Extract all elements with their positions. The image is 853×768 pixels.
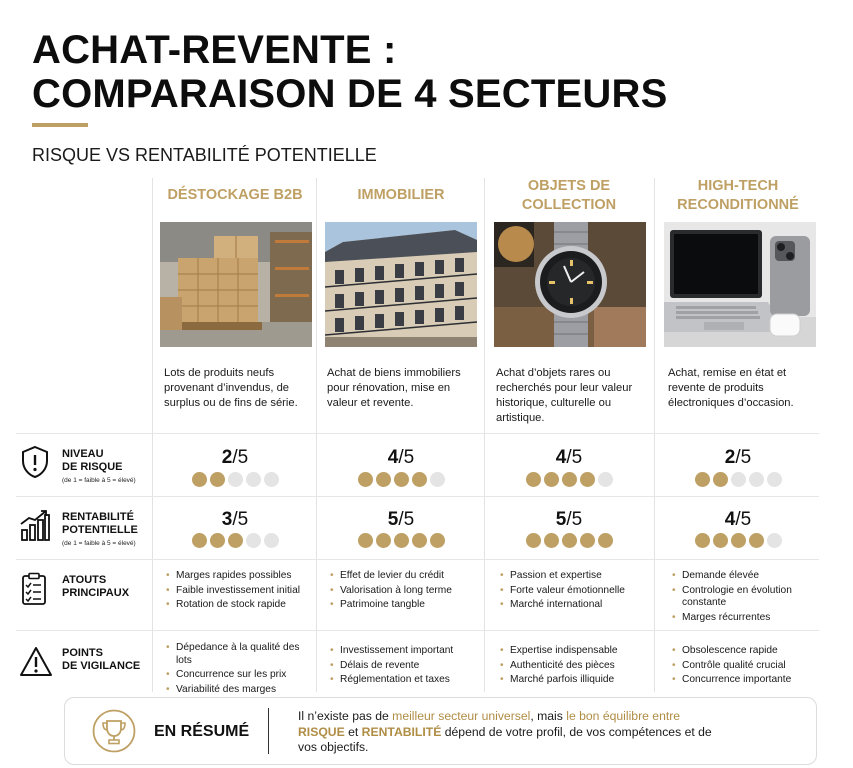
rating-dot-filled: [580, 533, 595, 548]
rating-dot-filled: [580, 472, 595, 487]
row-label-line: POTENTIELLE: [62, 524, 138, 536]
rating-dot-filled: [544, 533, 559, 548]
summary-text-part: Il n’existe pas de: [298, 709, 393, 723]
score-value: 4: [555, 447, 567, 468]
row-label-line: NIVEAU: [62, 448, 104, 460]
rating-dot-empty: [767, 472, 782, 487]
assets-list: [670, 570, 816, 626]
list-item: • Investissement important: [328, 645, 478, 658]
rating-dot-empty: [246, 533, 261, 548]
list-item: • Rotation de stock rapide: [164, 599, 314, 612]
page-title-line1: ACHAT-REVENTE :: [32, 28, 397, 72]
rating-dot-filled: [713, 533, 728, 548]
assets-list: [328, 570, 478, 614]
profit-score: [486, 509, 652, 531]
title-accent-bar: [32, 123, 88, 127]
list-item: • Contrôle qualité crucial: [670, 660, 816, 673]
score-max: /5: [398, 447, 415, 468]
haussmann-building-image: [325, 222, 477, 347]
list-item: • Patrimoine tangble: [328, 599, 478, 612]
score-max: /5: [735, 447, 752, 468]
summary-text-part: dépend de votre profil, de vos compétences et de vos objectifs.: [298, 724, 712, 754]
score-value: 2: [221, 447, 233, 468]
list-item: • Concurrence importante: [670, 674, 816, 687]
sector-description: Achat d’objets rares ou recherchés pour leur valeur historique, culturelle ou artistique.: [496, 367, 633, 424]
row-label-line: PRINCIPAUX: [62, 587, 130, 599]
row-scale-note: (de 1 = faible à 5 = élevé): [62, 540, 136, 547]
rating-dot-empty: [767, 533, 782, 548]
profit-score: [152, 509, 318, 531]
trophy-icon: [92, 709, 136, 753]
list-item: • Réglementation et taxes: [328, 674, 478, 687]
rating-dot-filled: [358, 472, 373, 487]
list-item: • Marché international: [498, 599, 648, 612]
list-item: • Effet de levier du crédit: [328, 570, 478, 583]
list-item: • Marché parfois illiquide: [498, 674, 648, 687]
list-item: • Contrologie en évolution constante: [670, 585, 816, 610]
shield-alert-icon: [20, 445, 50, 479]
column-divider: [316, 178, 317, 692]
rating-dot-empty: [228, 472, 243, 487]
score-max: /5: [232, 509, 249, 530]
column-divider: [654, 178, 655, 692]
risk-rating-dots: [152, 472, 318, 487]
summary-highlight: le bon équilibre entre: [566, 709, 681, 723]
row-label-line: ATOUTS: [62, 574, 107, 586]
sector-title-hightech: [655, 177, 821, 215]
profit-rating-dots: [318, 533, 484, 548]
score-value: 4: [724, 509, 736, 530]
rating-dot-filled: [376, 533, 391, 548]
risk-score: [152, 447, 318, 469]
risk-rating-dots: [655, 472, 821, 487]
list-item: • Valorisation à long terme: [328, 585, 478, 598]
list-item: • Expertise indispensable: [498, 645, 648, 658]
rating-dot-filled: [749, 533, 764, 548]
rating-dot-empty: [598, 472, 613, 487]
row-label-profit: [62, 511, 138, 537]
rating-dot-filled: [192, 533, 207, 548]
rating-dot-empty: [246, 472, 261, 487]
warehouse-pallets-image: [160, 222, 312, 347]
rating-dot-filled: [394, 533, 409, 548]
score-max: /5: [566, 509, 583, 530]
list-item: • Marges récurrentes: [670, 612, 816, 625]
sector-title-line: OBJETS DE: [527, 178, 611, 194]
rating-dot-filled: [526, 472, 541, 487]
risk-score: [318, 447, 484, 469]
sector-description: Lots de produits neufs provenant d’invendus, de surplus ou de fins de série.: [164, 367, 298, 409]
growth-chart-icon: [19, 508, 51, 542]
list-item: • Authenticité des pièces: [498, 660, 648, 673]
sector-description: Achat, remise en état et revente de produits électroniques d’occasion.: [668, 367, 794, 409]
assets-list: [498, 570, 648, 614]
column-divider: [484, 178, 485, 692]
summary-text: [298, 709, 718, 756]
profit-rating-dots: [655, 533, 821, 548]
sector-title-line: HIGH-TECH: [697, 178, 779, 194]
list-item: • Forte valeur émotionnelle: [498, 585, 648, 598]
row-divider: [16, 433, 819, 434]
sector-title-line: COLLECTION: [521, 197, 617, 213]
row-label-caution: [62, 647, 140, 673]
row-divider: [16, 559, 819, 560]
rating-dot-filled: [695, 472, 710, 487]
assets-list: [164, 570, 314, 614]
summary-box: [64, 697, 817, 765]
list-item: • Variabilité des marges: [164, 684, 314, 697]
sector-title-destockage: [152, 186, 318, 205]
list-item: • Passion et expertise: [498, 570, 648, 583]
rating-dot-filled: [695, 533, 710, 548]
row-label-line: RENTABILITÉ: [62, 511, 134, 523]
profit-score: [655, 509, 821, 531]
warning-triangle-icon: [19, 645, 53, 679]
list-item: • Concurrence sur les prix: [164, 669, 314, 682]
profit-rating-dots: [152, 533, 318, 548]
row-label-line: DE VIGILANCE: [62, 660, 141, 672]
list-item: • Délais de revente: [328, 660, 478, 673]
row-label-assets: [62, 574, 129, 600]
score-value: 2: [724, 447, 736, 468]
rating-dot-filled: [562, 533, 577, 548]
rating-dot-filled: [731, 533, 746, 548]
row-label-line: DE RISQUE: [62, 461, 123, 473]
summary-keyword-risk: RISQUE: [298, 724, 345, 739]
cautions-list: [670, 645, 816, 689]
sector-title-line: DÉSTOCKAGE B2B: [167, 187, 303, 203]
column-divider: [152, 178, 153, 692]
rating-dot-filled: [210, 472, 225, 487]
cautions-list: [498, 645, 648, 689]
summary-highlight: meilleur secteur universel: [392, 709, 531, 723]
risk-rating-dots: [318, 472, 484, 487]
rating-dot-filled: [358, 533, 373, 548]
score-value: 5: [387, 509, 399, 530]
rating-dot-empty: [264, 472, 279, 487]
rating-dot-filled: [544, 472, 559, 487]
cautions-list: [328, 645, 478, 689]
summary-divider: [268, 708, 269, 754]
checklist-icon: [21, 572, 47, 606]
row-divider: [16, 630, 819, 631]
sector-title-line: RECONDITIONNÉ: [677, 197, 799, 213]
risk-score: [486, 447, 652, 469]
profit-rating-dots: [486, 533, 652, 548]
summary-text-part: , mais: [530, 709, 567, 723]
page-subtitle: RISQUE VS RENTABILITÉ POTENTIELLE: [32, 145, 377, 165]
score-value: 4: [387, 447, 399, 468]
rating-dot-filled: [526, 533, 541, 548]
score-max: /5: [566, 447, 583, 468]
list-item: • Faible investissement initial: [164, 585, 314, 598]
row-label-line: POINTS: [62, 647, 103, 659]
rating-dot-empty: [731, 472, 746, 487]
score-max: /5: [232, 447, 249, 468]
list-item: • Marges rapides possibles: [164, 570, 314, 583]
risk-score: [655, 447, 821, 469]
score-max: /5: [735, 509, 752, 530]
rating-dot-filled: [376, 472, 391, 487]
rating-dot-filled: [562, 472, 577, 487]
summary-keyword-profit: RENTABILITÉ: [361, 724, 442, 739]
row-label-risk: [62, 448, 123, 474]
rating-dot-filled: [228, 533, 243, 548]
row-divider: [16, 496, 819, 497]
laptop-phone-image: [664, 222, 816, 347]
rating-dot-filled: [394, 472, 409, 487]
page-title: [32, 28, 667, 116]
rating-dot-filled: [412, 533, 427, 548]
rating-dot-empty: [749, 472, 764, 487]
page-title-line2: COMPARAISON DE 4 SECTEURS: [32, 72, 668, 116]
sector-title-collection: [486, 177, 652, 215]
rating-dot-filled: [192, 472, 207, 487]
profit-score: [318, 509, 484, 531]
rating-dot-filled: [210, 533, 225, 548]
score-value: 5: [555, 509, 567, 530]
rating-dot-filled: [430, 533, 445, 548]
score-value: 3: [221, 509, 233, 530]
sector-title-immobilier: [318, 186, 484, 205]
rating-dot-filled: [713, 472, 728, 487]
rating-dot-empty: [264, 533, 279, 548]
rating-dot-filled: [598, 533, 613, 548]
summary-title: EN RÉSUMÉ: [154, 723, 250, 740]
summary-text-part: et: [344, 724, 362, 739]
row-scale-note: (de 1 = faible à 5 = élevé): [62, 477, 136, 484]
score-max: /5: [398, 509, 415, 530]
list-item: • Dépedance à la qualité des lots: [164, 642, 314, 667]
sector-title-line: IMMOBILIER: [357, 187, 445, 203]
list-item: • Obsolescence rapide: [670, 645, 816, 658]
sector-description: Achat de biens immobiliers pour rénovation, mise en valeur et revente.: [327, 367, 461, 409]
rating-dot-empty: [430, 472, 445, 487]
luxury-watch-image: [494, 222, 646, 347]
list-item: • Demande élevée: [670, 570, 816, 583]
cautions-list: [164, 642, 314, 698]
risk-rating-dots: [486, 472, 652, 487]
rating-dot-filled: [412, 472, 427, 487]
